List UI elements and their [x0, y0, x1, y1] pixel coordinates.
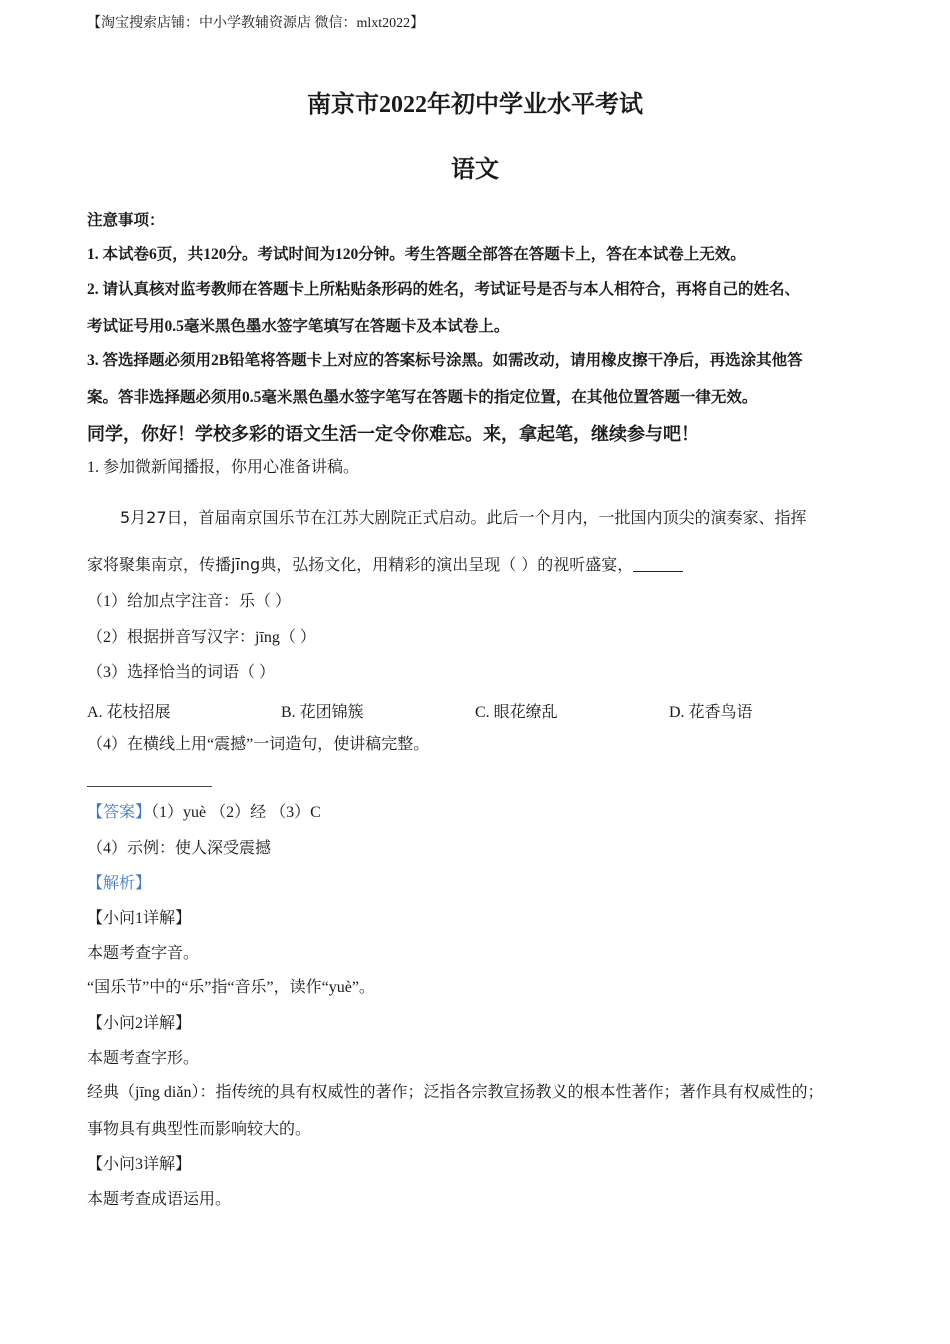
- analysis-q2-heading: 【小问2详解】: [87, 1015, 192, 1032]
- option-c: C. 眼花缭乱: [475, 704, 558, 721]
- answer-text: （1）yuè （2）经 （3）C: [151, 804, 321, 821]
- answer-line-2: （4）示例：使人深受震撼: [87, 840, 272, 857]
- analysis-q3-heading: 【小问3详解】: [87, 1156, 192, 1173]
- question-1-stem: 1. 参加微新闻播报，你用心准备讲稿。: [87, 459, 360, 476]
- analysis-q2-line-1: 本题考查字形。: [87, 1050, 200, 1067]
- analysis-q3-line-1: 本题考查成语运用。: [87, 1191, 232, 1208]
- sub-question-1: （1）给加点字注音：乐（ ）: [87, 593, 292, 610]
- option-b: B. 花团锦簇: [281, 704, 364, 721]
- sub-question-3: （3）选择恰当的词语（ ）: [87, 664, 276, 681]
- passage-line-2: [87, 555, 683, 575]
- analysis-q2-line-3: 事物具有典型性而影响较大的。: [87, 1121, 312, 1138]
- analysis-q1-line-2: “国乐节”中的“乐”指“音乐”，读作“yuè”。: [87, 979, 375, 996]
- notice-item-3: 3. 答选择题必须用2B铅笔将答题卡上对应的答案标号涂黑。如需改动，请用橡皮擦干净后，再选涂其他答: [87, 352, 803, 369]
- passage-line-1: 5月27日，首届南京国乐节在江苏大剧院正式启动。此后一个月内，一批国内顶尖的演奏家、指挥: [120, 508, 807, 527]
- notice-item-2: 2. 请认真核对监考教师在答题卡上所粘贴条形码的姓名，考试证号是否与本人相符合，再将自己的姓名、: [87, 281, 801, 298]
- analysis-q1-line-1: 本题考查字音。: [87, 945, 200, 962]
- notice-item-2-cont: 考试证号用0.5毫米黑色墨水签字笔填写在答题卡及本试卷上。: [87, 318, 510, 335]
- passage-line-2-text: 家将聚集南京，传播jīng典，弘扬文化，用精彩的演出呈现（ ）的视听盛宴，: [87, 555, 634, 574]
- option-a: A. 花枝招展: [87, 704, 171, 721]
- option-d: D. 花香鸟语: [669, 704, 753, 721]
- notice-item-3-cont: 案。答非选择题必须用0.5毫米黑色墨水签字笔写在答题卡的指定位置，在其他位置答题一律无效。: [87, 389, 758, 406]
- sub-question-2: （2）根据拼音写汉字：jīng（ ）: [87, 629, 316, 646]
- sub-question-4: （4）在横线上用“震撼”一词造句，使讲稿完整。: [87, 736, 430, 753]
- analysis-label: 【解析】: [87, 875, 152, 892]
- page-header: 【淘宝搜索店铺：中小学教辅资源店 微信：mlxt2022】: [87, 16, 425, 31]
- exam-title: 南京市2022年初中学业水平考试: [307, 92, 643, 118]
- subject-title: 语文: [451, 157, 499, 183]
- notice-heading: 注意事项：: [87, 212, 165, 229]
- answer-label: 【答案】: [87, 804, 152, 821]
- fill-in-blank: [633, 557, 683, 572]
- answer-underline: [87, 786, 212, 787]
- analysis-q2-line-2: 经典（jīng diǎn）：指传统的具有权威性的著作；泛指各宗教宣扬教义的根本性著作；著作具有权威性的；: [87, 1084, 824, 1101]
- greeting: 同学，你好！学校多彩的语文生活一定令你难忘。来，拿起笔，继续参与吧！: [87, 424, 699, 444]
- notice-item-1: 1. 本试卷6页，共120分。考试时间为120分钟。考生答题全部答在答题卡上，答在本试卷上无效。: [87, 246, 746, 263]
- answer-line: [87, 803, 321, 823]
- analysis-q1-heading: 【小问1详解】: [87, 910, 192, 927]
